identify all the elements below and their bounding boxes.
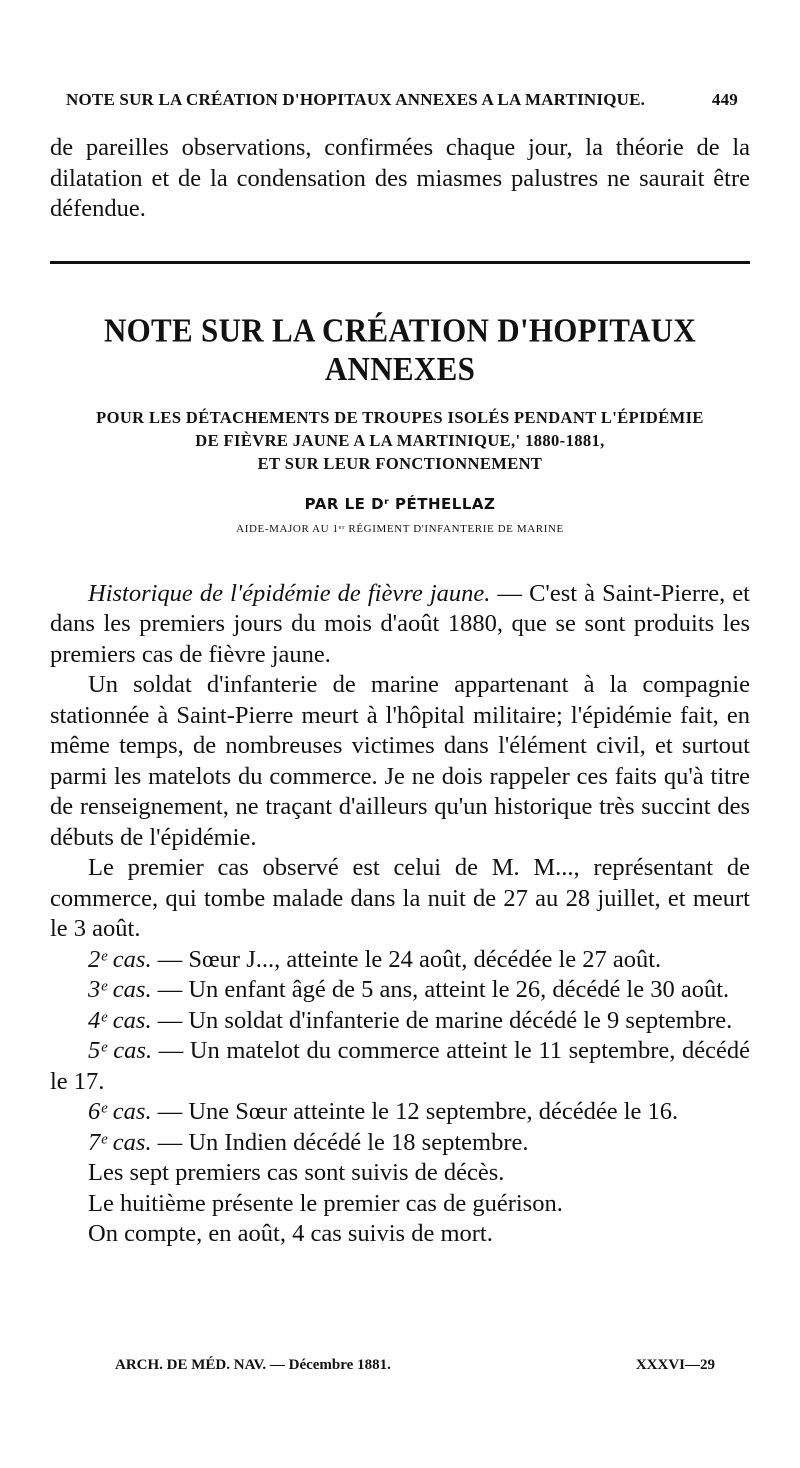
case-text: — Un matelot du commerce atteint le 11 septembre, décédé le 17. — [50, 1037, 750, 1095]
case-text: — Sœur J..., atteinte le 24 août, décédée le 27 août. — [151, 945, 662, 973]
subtitle-line-3: ET SUR LEUR FONCTIONNEMENT — [257, 453, 543, 473]
page-footer — [115, 1357, 715, 1374]
footer-journal: ARCH. DE MÉD. NAV. — Décembre 1881. — [115, 1357, 391, 1373]
author-line: PAR LE Dʳ PÉTHELLAZ — [304, 494, 496, 513]
case-2 — [50, 945, 750, 976]
case-label: 5ᵉ cas. — [88, 1037, 153, 1064]
article-body — [50, 579, 750, 1250]
section-heading: Historique de l'épidémie de fièvre jaune. — [88, 579, 491, 607]
case-3 — [50, 975, 750, 1006]
paragraph-1-text: — C'est à Saint-Pierre, et dans les premiers jours du mois d'août 1880, que se sont produits les premiers cas de fièvre jaune. — [50, 579, 750, 668]
subtitle-line-2: DE FIÈVRE JAUNE A LA MARTINIQUE,' 1880-1881, — [195, 430, 605, 450]
running-title: NOTE SUR LA CRÉATION D'HOPITAUX ANNEXES A LA MARTINIQUE. — [66, 90, 646, 109]
case-text: — Un Indien décédé le 18 septembre. — [151, 1128, 529, 1156]
case-5 — [50, 1036, 750, 1097]
article-title: NOTE SUR LA CRÉATION D'HOPITAUX ANNEXES — [103, 310, 697, 388]
page-number: 449 — [711, 90, 738, 109]
case-label: 3ᵉ cas. — [88, 976, 152, 1003]
paragraph-4: Les sept premiers cas sont suivis de décès. — [88, 1159, 505, 1186]
footer-signature: XXXVI—29 — [635, 1357, 715, 1373]
case-7 — [50, 1128, 750, 1159]
author-role: AIDE-MAJOR AU 1ᵉʳ RÉGIMENT D'INFANTERIE DE MARINE — [236, 522, 564, 535]
case-label: 6ᵉ cas. — [88, 1098, 152, 1125]
case-4 — [50, 1006, 750, 1037]
case-6 — [50, 1097, 750, 1128]
page-content — [50, 125, 750, 1250]
carry-over-paragraph: de pareilles observations, confirmées chaque jour, la théorie de la dilatation et de la condensation des miasmes palustres ne saurait être défendue. — [50, 134, 750, 222]
paragraph-6: On compte, en août, 4 cas suivis de mort. — [88, 1220, 493, 1247]
paragraph-5: Le huitième présente le premier cas de guérison. — [88, 1189, 563, 1217]
paragraph-1 — [50, 579, 750, 671]
case-label: 4ᵉ cas. — [88, 1006, 152, 1034]
running-head — [66, 90, 738, 110]
case-text: — Un soldat d'infanterie de marine décédé le 9 septembre. — [151, 1006, 733, 1034]
section-divider — [50, 261, 750, 264]
subtitle-line-1: POUR LES DÉTACHEMENTS DE TROUPES ISOLÉS PENDANT L'ÉPIDÉMIE — [96, 407, 704, 427]
case-label: 7ᵉ cas. — [88, 1128, 152, 1156]
case-text: — Un enfant âgé de 5 ans, atteint le 26, décédé le 30 août. — [151, 976, 730, 1003]
case-label: 2ᵉ cas. — [88, 945, 152, 973]
paragraph-2: Un soldat d'infanterie de marine appartenant à la compagnie stationnée à Saint-Pierre meurt à l'hôpital militaire; l'épidémie fait, en même temps, de nombreuses victimes dans l'élément civil, et surtout parmi les matelots du commerce. Je ne dois rappeler ces faits qu'à titre de renseignement, ne traçant d'ailleurs qu'un historique très succint des débuts de l'épidémie. — [50, 671, 750, 851]
paragraph-3: Le premier cas observé est celui de M. M..., représentant de commerce, qui tombe malade dans la nuit de 27 au 28 juillet, et meurt le 3 août. — [50, 854, 750, 942]
case-text: — Une Sœur atteinte le 12 septembre, décédée le 16. — [151, 1098, 679, 1125]
article-subtitle — [50, 406, 750, 475]
